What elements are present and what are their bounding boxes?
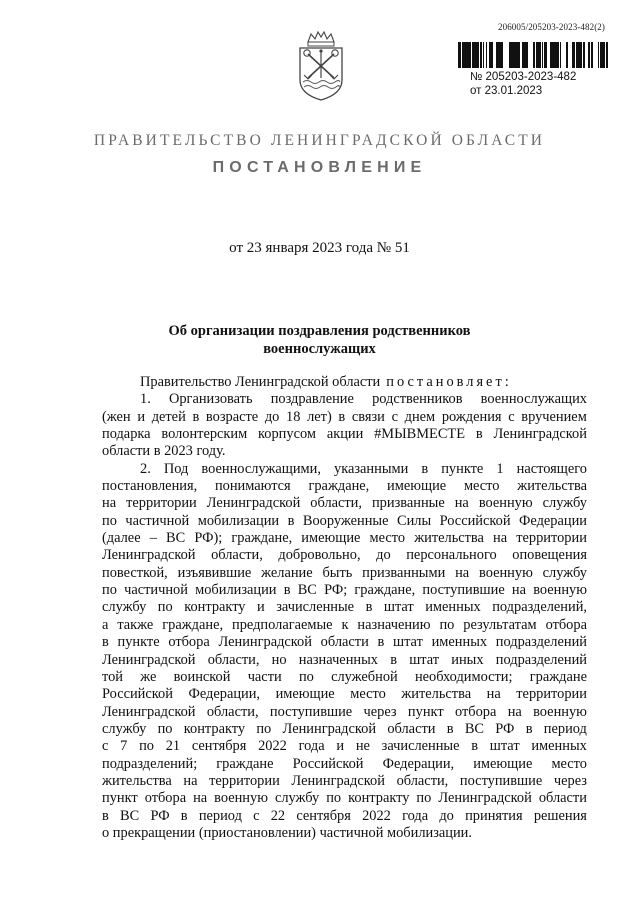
body-line: о прекращении (приостановлении) частичной мобилизации. [102, 824, 472, 841]
body-line: Ленинградской области, добровольно, до персонального оповещения [102, 547, 587, 564]
body-line: службу по контракту и зачисленные в штат именных подразделений, [102, 599, 587, 616]
body-line: в ВС РФ в период с 22 сентября 2022 года до принятия решения [102, 807, 587, 824]
body-intro-line [102, 374, 587, 391]
body-line: той же воинской части по служебной необходимости; граждане [102, 668, 587, 685]
body-line: а также граждане, предполагаемые к назначению по результатам отбора [102, 616, 587, 633]
body-lines [102, 391, 587, 842]
resolution-subject [0, 322, 639, 358]
body-line: (жен и детей в возрасте до 18 лет) в связи с днем рождения с вручением [102, 408, 587, 425]
body-line: Ленинградской области, но назначенных в штат иных подразделений [102, 651, 587, 668]
body-line: подарка волонтерским корпусом акции #МЫВМЕСТЕ в Ленинградской [102, 426, 587, 443]
document-type-title: ПОСТАНОВЛЕНИЕ [212, 159, 427, 176]
leningrad-oblast-coat-of-arms-icon [294, 30, 348, 102]
body-line: области в 2023 году. [102, 443, 226, 460]
intro-decree-word: постановляет: [386, 374, 512, 390]
body-line: службу по контракту по Ленинградской области в ВС РФ в период [102, 720, 587, 737]
body-line: пункт отбора на военную службу по контракту по Ленинградской области [102, 790, 587, 807]
body-line: постановления, понимаются граждане, имеющие место жительства [102, 478, 587, 495]
body-line: повесткой, изъявившие желание быть призванными на военную службу [102, 564, 587, 581]
registration-number: № 205203-2023-482 [470, 71, 577, 83]
registration-date: от 23.01.2023 [470, 85, 543, 97]
resolution-date-number: от 23 января 2023 года № 51 [229, 240, 410, 256]
barcode [458, 42, 608, 68]
body-line: по частичной мобилизации в ВС РФ; граждане, поступившие на военную [102, 582, 587, 599]
body-line: жительства на территории Ленинградской области, поступившие через [102, 772, 587, 789]
body-line: с 7 по 21 сентября 2022 года и не зачисленные в штат именных [102, 738, 587, 755]
body-line: (далее – ВС РФ); граждане, имеющие место жительства на территории [102, 530, 587, 547]
document-reference: 206005/205203-2023-482(2) [498, 22, 605, 32]
intro-text: Правительство Ленинградской области [140, 374, 381, 390]
body-line: 1. Организовать поздравление родственников военнослужащих [140, 391, 587, 408]
body-line: 2. Под военнослужащими, указанными в пункте 1 настоящего [140, 460, 587, 477]
registration-block [470, 70, 576, 98]
body-line: в пункте отбора Ленинградской области в штат именных подразделений [102, 634, 587, 651]
subject-line: военнослужащих [263, 341, 376, 357]
body-line: по частичной мобилизации в Вооруженные Силы Российской Федерации [102, 512, 587, 529]
body-line: Российской Федерации, имеющие место жительства на территории [102, 686, 587, 703]
body-line: Ленинградской области, поступившие через пункт отбора на военную [102, 703, 587, 720]
government-title: ПРАВИТЕЛЬСТВО ЛЕНИНГРАДСКОЙ ОБЛАСТИ [93, 132, 546, 149]
body-line: на территории Ленинградской области, призванные на военную службу [102, 495, 587, 512]
resolution-body [102, 374, 587, 842]
body-line: подразделений; граждане Российской Федерации, имеющие место [102, 755, 587, 772]
subject-line: Об организации поздравления родственников [168, 323, 471, 339]
